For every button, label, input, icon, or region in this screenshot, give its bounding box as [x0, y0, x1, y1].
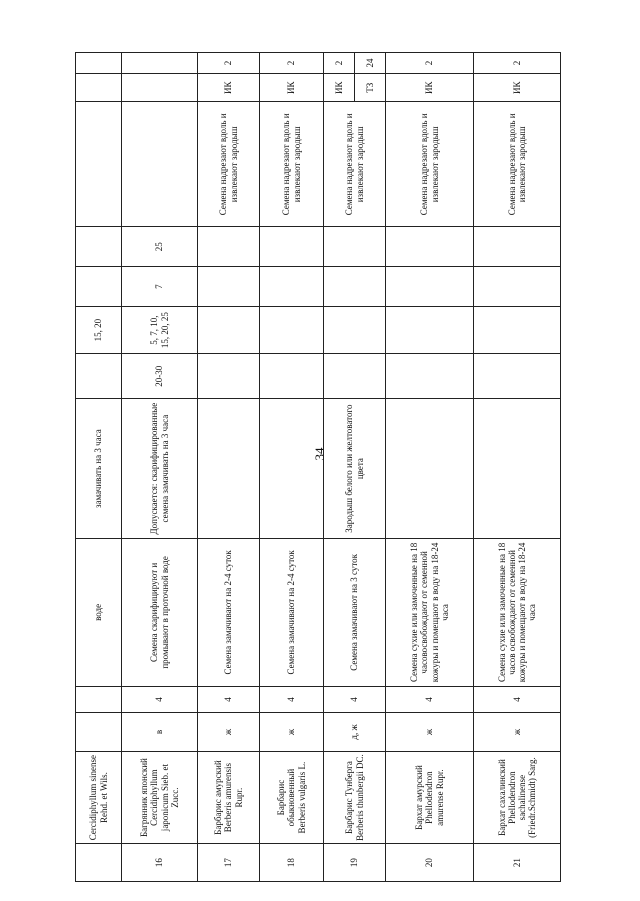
method-cell: ИК — [260, 74, 324, 102]
days-a-cell — [76, 267, 122, 307]
table-row — [122, 53, 198, 882]
temperature-cell — [260, 354, 324, 399]
group-cell: ж — [474, 713, 561, 752]
count-cell: 2 — [386, 53, 474, 74]
treatment-cell: Семена замачивают на 2-4 суток — [198, 538, 260, 686]
temperature-cell — [198, 354, 260, 399]
note-cell — [474, 399, 561, 539]
method-cell: ИК — [386, 74, 474, 102]
treatment-cell: Семена сухие или замоченные на 18 часов освобождают от семенной кожуры и помещают в воду на 18-24 часа — [474, 538, 561, 686]
table-row — [260, 53, 324, 882]
treatment-cell: Семена скарифицируют и промывают в проточной воде — [122, 538, 198, 686]
days-a-cell: 7 — [122, 267, 198, 307]
days-b-cell: 25 — [122, 227, 198, 267]
treatment-cell: Семена замачивают на 3 суток — [324, 538, 386, 686]
preparation-cell: Семена надрезают вдоль и извлекают зародыш — [260, 102, 324, 227]
count-cell: 24 — [355, 53, 386, 74]
days-cell: 4 — [474, 686, 561, 712]
treatment-cell: Семена сухие или замоченные на 18 часовосвобождают от семенной кожуры и помещают в воду на 18-24 часа — [386, 538, 474, 686]
temperature-alt-cell — [386, 307, 474, 354]
species-cell: Бархат сахалинский Phellodendron sachalinense (Friedr.Schmidt) Sarg. — [474, 751, 561, 843]
days-b-cell — [260, 227, 324, 267]
note-cell — [198, 399, 260, 539]
treatment-cell: воде — [76, 538, 122, 686]
days-b-cell — [386, 227, 474, 267]
count-cell — [122, 53, 198, 74]
note-cell — [386, 399, 474, 539]
preparation-cell — [76, 102, 122, 227]
days-a-cell — [260, 267, 324, 307]
species-cell: Бархат амурский Phellodendron amurense Rupr. — [386, 751, 474, 843]
method-cell: ИК — [474, 74, 561, 102]
number-cell: 17 — [198, 844, 260, 882]
table-row — [324, 53, 355, 882]
temperature-alt-cell — [198, 307, 260, 354]
temperature-alt-cell: 5, 7, 10, 15, 20, 25 — [122, 307, 198, 354]
preparation-cell: Семена надрезают вдоль и извлекают зародыш — [198, 102, 260, 227]
group-cell: ж — [386, 713, 474, 752]
temperature-cell — [386, 354, 474, 399]
number-cell: 21 — [474, 844, 561, 882]
count-cell: 2 — [474, 53, 561, 74]
days-cell — [76, 686, 122, 712]
method-cell — [122, 74, 198, 102]
number-cell: 18 — [260, 844, 324, 882]
count-cell: 2 — [324, 53, 355, 74]
days-b-cell — [198, 227, 260, 267]
count-cell — [76, 53, 122, 74]
days-cell: 4 — [386, 686, 474, 712]
days-a-cell — [386, 267, 474, 307]
days-b-cell — [474, 227, 561, 267]
temperature-cell — [474, 354, 561, 399]
species-cell: Барбарис амурский Berberis amurensis Rupr. — [198, 751, 260, 843]
number-cell: 16 — [122, 844, 198, 882]
page-number: 34 — [312, 447, 327, 461]
group-cell: ж — [260, 713, 324, 752]
days-cell: 4 — [122, 686, 198, 712]
number-cell: 19 — [324, 844, 386, 882]
count-cell: 2 — [198, 53, 260, 74]
count-cell: 2 — [260, 53, 324, 74]
temperature-alt-cell — [260, 307, 324, 354]
method-cell: ИК — [198, 74, 260, 102]
group-cell: в — [122, 713, 198, 752]
temperature-alt-cell: 15, 20 — [76, 307, 122, 354]
group-cell: ж — [198, 713, 260, 752]
number-cell — [76, 844, 122, 882]
method-cell — [76, 74, 122, 102]
treatment-cell: Семена замачивают на 2-4 суток — [260, 538, 324, 686]
preparation-cell — [122, 102, 198, 227]
species-cell: Багрянник японский Cercidiphyllum japonicum Sieb. et Zucc. — [122, 751, 198, 843]
temperature-alt-cell — [474, 307, 561, 354]
table-row — [386, 53, 474, 882]
group-cell: д, ж — [324, 713, 386, 752]
method-cell: ТЗ — [355, 74, 386, 102]
temperature-cell — [76, 354, 122, 399]
table-row — [474, 53, 561, 882]
note-cell: замачивать на 3 часа — [76, 399, 122, 539]
temperature-cell: 20-30 — [122, 354, 198, 399]
species-cell: Барбарис обыкновенный Berberis vulgaris L. — [260, 751, 324, 843]
preparation-cell: Семена надрезают вдоль и извлекают зародыш — [474, 102, 561, 227]
temperature-alt-cell — [324, 307, 386, 354]
temperature-cell — [324, 354, 386, 399]
group-cell — [76, 713, 122, 752]
days-b-cell — [76, 227, 122, 267]
species-cell: Cercidiphyllum sinense Rehd. et Wils. — [76, 751, 122, 843]
days-cell: 4 — [198, 686, 260, 712]
preparation-cell: Семена надрезают вдоль и извлекают зародыш — [386, 102, 474, 227]
note-cell — [260, 399, 324, 539]
seed-testing-table — [75, 52, 560, 882]
days-cell: 4 — [260, 686, 324, 712]
method-cell: ИК — [324, 74, 355, 102]
table-row — [76, 53, 122, 882]
days-a-cell — [324, 267, 386, 307]
table-row — [198, 53, 260, 882]
species-cell: Барбарис Тунберга Berberis thunbergii DC. — [324, 751, 386, 843]
days-a-cell — [198, 267, 260, 307]
days-b-cell — [324, 227, 386, 267]
preparation-cell: Семена надрезают вдоль и извлекают зародыш — [324, 102, 386, 227]
days-cell: 4 — [324, 686, 386, 712]
days-a-cell — [474, 267, 561, 307]
note-cell: Допускается: скарифицированные семена замачивать на 3 часа — [122, 399, 198, 539]
number-cell: 20 — [386, 844, 474, 882]
note-cell: Зародыш белого или желтоватого цвета — [324, 399, 386, 539]
